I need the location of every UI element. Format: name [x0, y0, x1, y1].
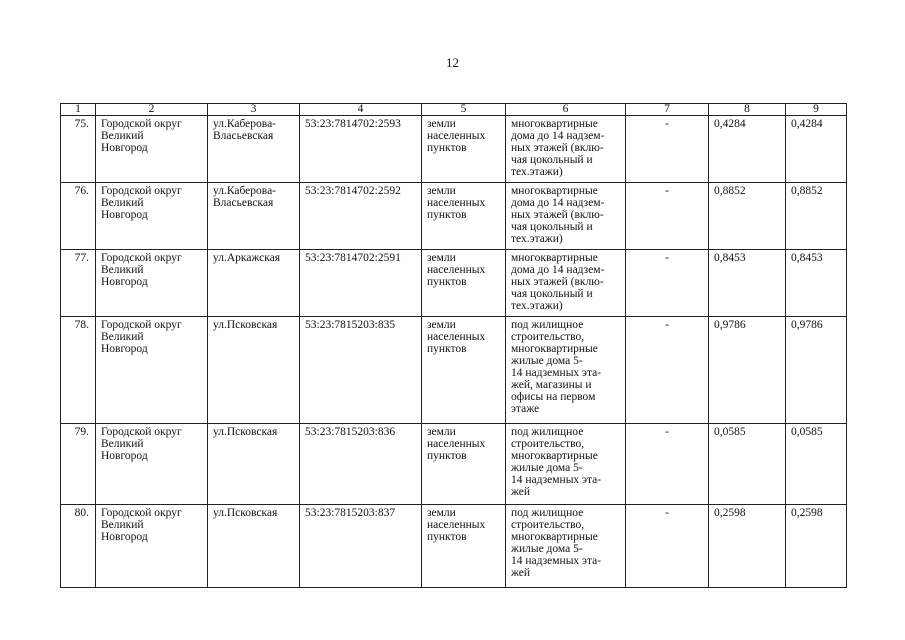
col8-cell: 0,4284 — [709, 116, 786, 183]
cadastral-number-cell: 53:23:7814702:2591 — [300, 250, 422, 317]
row-number: 79. — [61, 424, 96, 505]
land-category-cell: земли населенных пунктов — [422, 116, 506, 183]
cadastral-number-cell: 53:23:7814702:2592 — [300, 183, 422, 250]
col9-cell: 0,9786 — [786, 317, 847, 424]
col9-cell: 0,4284 — [786, 116, 847, 183]
permitted-use-cell: под жилищное строительство, многоквартирные жилые дома 5- 14 надземных эта- жей — [506, 424, 626, 505]
land-category-cell: земли населенных пунктов — [422, 250, 506, 317]
land-category-cell: земли населенных пунктов — [422, 183, 506, 250]
header-cell: 9 — [786, 104, 847, 116]
district-cell: Городской округ Великий Новгород — [96, 183, 208, 250]
col7-cell: - — [626, 505, 709, 588]
header-cell: 7 — [626, 104, 709, 116]
page-number: 12 — [446, 55, 459, 70]
header-cell: 1 — [61, 104, 96, 116]
col9-cell: 0,8453 — [786, 250, 847, 317]
table-row — [61, 317, 847, 424]
permitted-use-cell: многоквартирные дома до 14 надзем- ных этажей (вклю- чая цокольный и тех.этажи) — [506, 183, 626, 250]
col8-cell: 0,0585 — [709, 424, 786, 505]
district-cell: Городской округ Великий Новгород — [96, 317, 208, 424]
land-category-cell: земли населенных пунктов — [422, 505, 506, 588]
header-cell: 3 — [208, 104, 300, 116]
table-row — [61, 250, 847, 317]
header-cell: 5 — [422, 104, 506, 116]
col7-cell: - — [626, 183, 709, 250]
header-cell: 2 — [96, 104, 208, 116]
col8-cell: 0,2598 — [709, 505, 786, 588]
header-cell: 6 — [506, 104, 626, 116]
col7-cell: - — [626, 317, 709, 424]
cadastral-number-cell: 53:23:7815203:835 — [300, 317, 422, 424]
col7-cell: - — [626, 250, 709, 317]
row-number: 78. — [61, 317, 96, 424]
cadastral-number-cell: 53:23:7815203:837 — [300, 505, 422, 588]
row-number: 77. — [61, 250, 96, 317]
street-cell: ул.Псковская — [208, 424, 300, 505]
land-plots-table — [60, 103, 847, 588]
street-cell: ул.Каберова- Власьевская — [208, 183, 300, 250]
cadastral-number-cell: 53:23:7814702:2593 — [300, 116, 422, 183]
street-cell: ул.Каберова- Власьевская — [208, 116, 300, 183]
col8-cell: 0,9786 — [709, 317, 786, 424]
row-number: 80. — [61, 505, 96, 588]
col9-cell: 0,8852 — [786, 183, 847, 250]
land-category-cell: земли населенных пунктов — [422, 317, 506, 424]
district-cell: Городской округ Великий Новгород — [96, 505, 208, 588]
table-row — [61, 116, 847, 183]
col7-cell: - — [626, 116, 709, 183]
district-cell: Городской округ Великий Новгород — [96, 250, 208, 317]
cadastral-number-cell: 53:23:7815203:836 — [300, 424, 422, 505]
table-header-row — [61, 104, 847, 116]
land-category-cell: земли населенных пунктов — [422, 424, 506, 505]
permitted-use-cell: многоквартирные дома до 14 надзем- ных этажей (вклю- чая цокольный и тех.этажи) — [506, 116, 626, 183]
header-cell: 8 — [709, 104, 786, 116]
col8-cell: 0,8852 — [709, 183, 786, 250]
district-cell: Городской округ Великий Новгород — [96, 424, 208, 505]
table-row — [61, 183, 847, 250]
col9-cell: 0,0585 — [786, 424, 847, 505]
row-number: 75. — [61, 116, 96, 183]
permitted-use-cell: под жилищное строительство, многоквартирные жилые дома 5- 14 надземных эта- жей, магазины и офисы на первом этаже — [506, 317, 626, 424]
street-cell: ул.Псковская — [208, 317, 300, 424]
col7-cell: - — [626, 424, 709, 505]
street-cell: ул.Аркажская — [208, 250, 300, 317]
row-number: 76. — [61, 183, 96, 250]
table-row — [61, 505, 847, 588]
permitted-use-cell: под жилищное строительство, многоквартирные жилые дома 5- 14 надземных эта- жей — [506, 505, 626, 588]
street-cell: ул.Псковская — [208, 505, 300, 588]
header-cell: 4 — [300, 104, 422, 116]
permitted-use-cell: многоквартирные дома до 14 надзем- ных этажей (вклю- чая цокольный и тех.этажи) — [506, 250, 626, 317]
district-cell: Городской округ Великий Новгород — [96, 116, 208, 183]
col9-cell: 0,2598 — [786, 505, 847, 588]
col8-cell: 0,8453 — [709, 250, 786, 317]
table-row — [61, 424, 847, 505]
